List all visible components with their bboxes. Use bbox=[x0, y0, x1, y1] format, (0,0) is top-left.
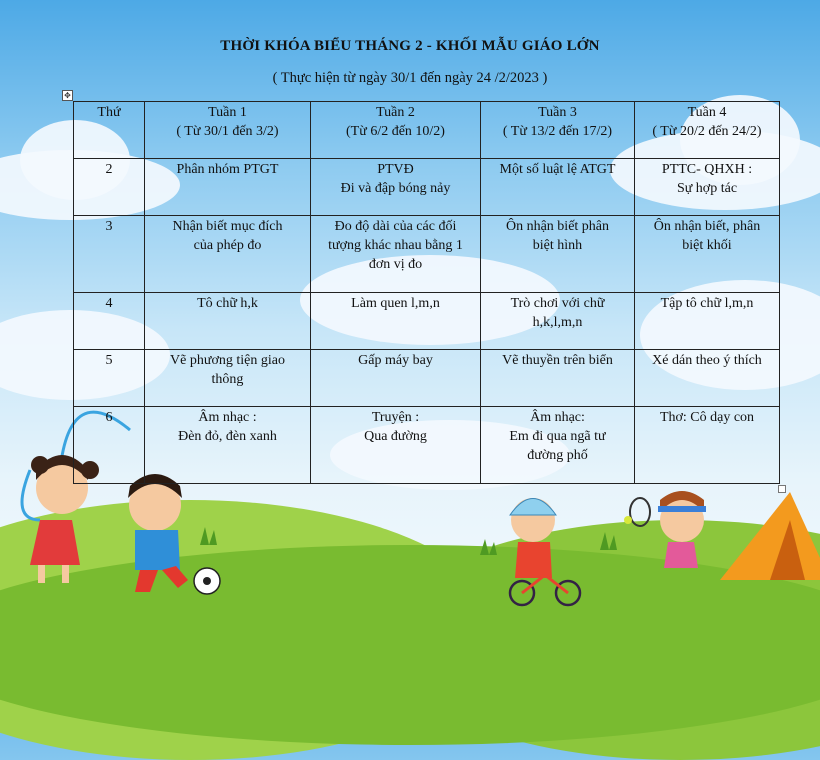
activity-cell[interactable] bbox=[481, 293, 635, 350]
header-line: (Từ 6/2 đến 10/2) bbox=[346, 124, 445, 139]
day-label: 3 bbox=[105, 219, 113, 234]
day-label: 2 bbox=[105, 162, 113, 177]
activity-line: Âm nhạc: bbox=[530, 410, 585, 425]
activity-line: tượng khác nhau bằng 1 bbox=[328, 238, 463, 253]
activity-line: Đo độ dài của các đối bbox=[334, 219, 457, 234]
table-resize-handle[interactable] bbox=[778, 485, 786, 493]
activity-line: Tập tô chữ l,m,n bbox=[660, 296, 754, 311]
activity-cell[interactable] bbox=[481, 350, 635, 407]
table-row bbox=[74, 293, 780, 350]
activity-line: Qua đường bbox=[364, 429, 427, 444]
day-label: 5 bbox=[105, 353, 113, 368]
activity-cell[interactable] bbox=[311, 293, 481, 350]
activity-line: thông bbox=[211, 372, 244, 387]
activity-cell[interactable] bbox=[635, 216, 780, 293]
header-line: Tuần 1 bbox=[208, 105, 247, 120]
activity-line: Đi và đập bóng nảy bbox=[340, 181, 451, 196]
header-cell-week-3[interactable] bbox=[481, 102, 635, 159]
table-row bbox=[74, 350, 780, 407]
activity-cell[interactable] bbox=[481, 159, 635, 216]
activity-line: đơn vị đo bbox=[368, 257, 423, 272]
activity-line: Vẽ phương tiện giao bbox=[170, 353, 285, 368]
table-row bbox=[74, 159, 780, 216]
day-cell[interactable] bbox=[74, 350, 145, 407]
schedule-table bbox=[73, 101, 780, 484]
header-line: Thứ bbox=[97, 105, 121, 120]
activity-line: Sự hợp tác bbox=[676, 181, 738, 196]
activity-line: Làm quen l,m,n bbox=[351, 296, 440, 311]
day-cell[interactable] bbox=[74, 293, 145, 350]
activity-cell[interactable] bbox=[635, 293, 780, 350]
activity-cell[interactable] bbox=[145, 407, 311, 484]
activity-cell[interactable] bbox=[145, 293, 311, 350]
page-subtitle: ( Thực hiện từ ngày 30/1 đến ngày 24 /2/2023 ) bbox=[272, 70, 548, 86]
header-line: ( Từ 13/2 đến 17/2) bbox=[502, 124, 613, 139]
activity-line: Thơ: Cô dạy con bbox=[659, 410, 755, 425]
table-row bbox=[74, 407, 780, 484]
header-line: ( Từ 20/2 đến 24/2) bbox=[652, 124, 762, 139]
day-cell[interactable] bbox=[74, 407, 145, 484]
table-move-handle[interactable]: ✥ bbox=[62, 90, 73, 101]
day-cell[interactable] bbox=[74, 159, 145, 216]
activity-cell[interactable] bbox=[145, 159, 311, 216]
activity-cell[interactable] bbox=[145, 350, 311, 407]
activity-line: đường phố bbox=[527, 448, 588, 463]
day-cell[interactable] bbox=[74, 216, 145, 293]
activity-cell[interactable] bbox=[311, 350, 481, 407]
activity-line: Trò chơi với chữ bbox=[510, 296, 605, 311]
header-cell-week-2[interactable] bbox=[311, 102, 481, 159]
page-title: THỜI KHÓA BIỂU THÁNG 2 - KHỐI MẪU GIÁO LỚN bbox=[220, 38, 600, 54]
activity-line: Truyện : bbox=[371, 410, 420, 425]
header-line: Tuần 2 bbox=[376, 105, 415, 120]
activity-line: Một số luật lệ ATGT bbox=[499, 162, 616, 177]
activity-cell[interactable] bbox=[311, 159, 481, 216]
activity-line: Nhận biết mục đích bbox=[172, 219, 283, 234]
header-cell-week-1[interactable] bbox=[145, 102, 311, 159]
activity-line: biệt khối bbox=[682, 238, 732, 253]
activity-line: h,k,l,m,n bbox=[532, 315, 583, 330]
header-cell-day[interactable] bbox=[74, 102, 145, 159]
activity-line: PTVĐ bbox=[377, 162, 414, 177]
table-row bbox=[74, 216, 780, 293]
activity-cell[interactable] bbox=[311, 216, 481, 293]
activity-line: PTTC- QHXH : bbox=[661, 162, 753, 177]
activity-cell[interactable] bbox=[635, 350, 780, 407]
activity-line: Âm nhạc : bbox=[198, 410, 257, 425]
activity-line: Vẽ thuyền trên biển bbox=[502, 353, 613, 368]
activity-cell[interactable] bbox=[635, 407, 780, 484]
activity-line: Phân nhóm PTGT bbox=[176, 162, 279, 177]
header-cell-week-4[interactable] bbox=[635, 102, 780, 159]
day-label: 6 bbox=[105, 410, 113, 425]
activity-cell[interactable] bbox=[635, 159, 780, 216]
header-line: Tuần 3 bbox=[538, 105, 577, 120]
activity-cell[interactable] bbox=[145, 216, 311, 293]
activity-line: Ôn nhận biết, phân bbox=[653, 219, 761, 234]
activity-line: biệt hình bbox=[532, 238, 583, 253]
activity-line: Đèn đỏ, đèn xanh bbox=[178, 429, 277, 444]
day-label: 4 bbox=[105, 296, 113, 311]
activity-line: Ôn nhận biết phân bbox=[505, 219, 610, 234]
header-line: Tuần 4 bbox=[687, 105, 727, 120]
activity-cell[interactable] bbox=[311, 407, 481, 484]
activity-line: Em đi qua ngã tư bbox=[509, 429, 606, 444]
header-line: ( Từ 30/1 đến 3/2) bbox=[176, 124, 279, 139]
activity-line: Gấp máy bay bbox=[358, 353, 433, 368]
activity-cell[interactable] bbox=[481, 407, 635, 484]
table-header-row bbox=[74, 102, 780, 159]
activity-line: Xé dán theo ý thích bbox=[652, 353, 762, 368]
activity-cell[interactable] bbox=[481, 216, 635, 293]
activity-line: của phép đo bbox=[193, 238, 262, 253]
activity-line: Tô chữ h,k bbox=[197, 296, 258, 311]
